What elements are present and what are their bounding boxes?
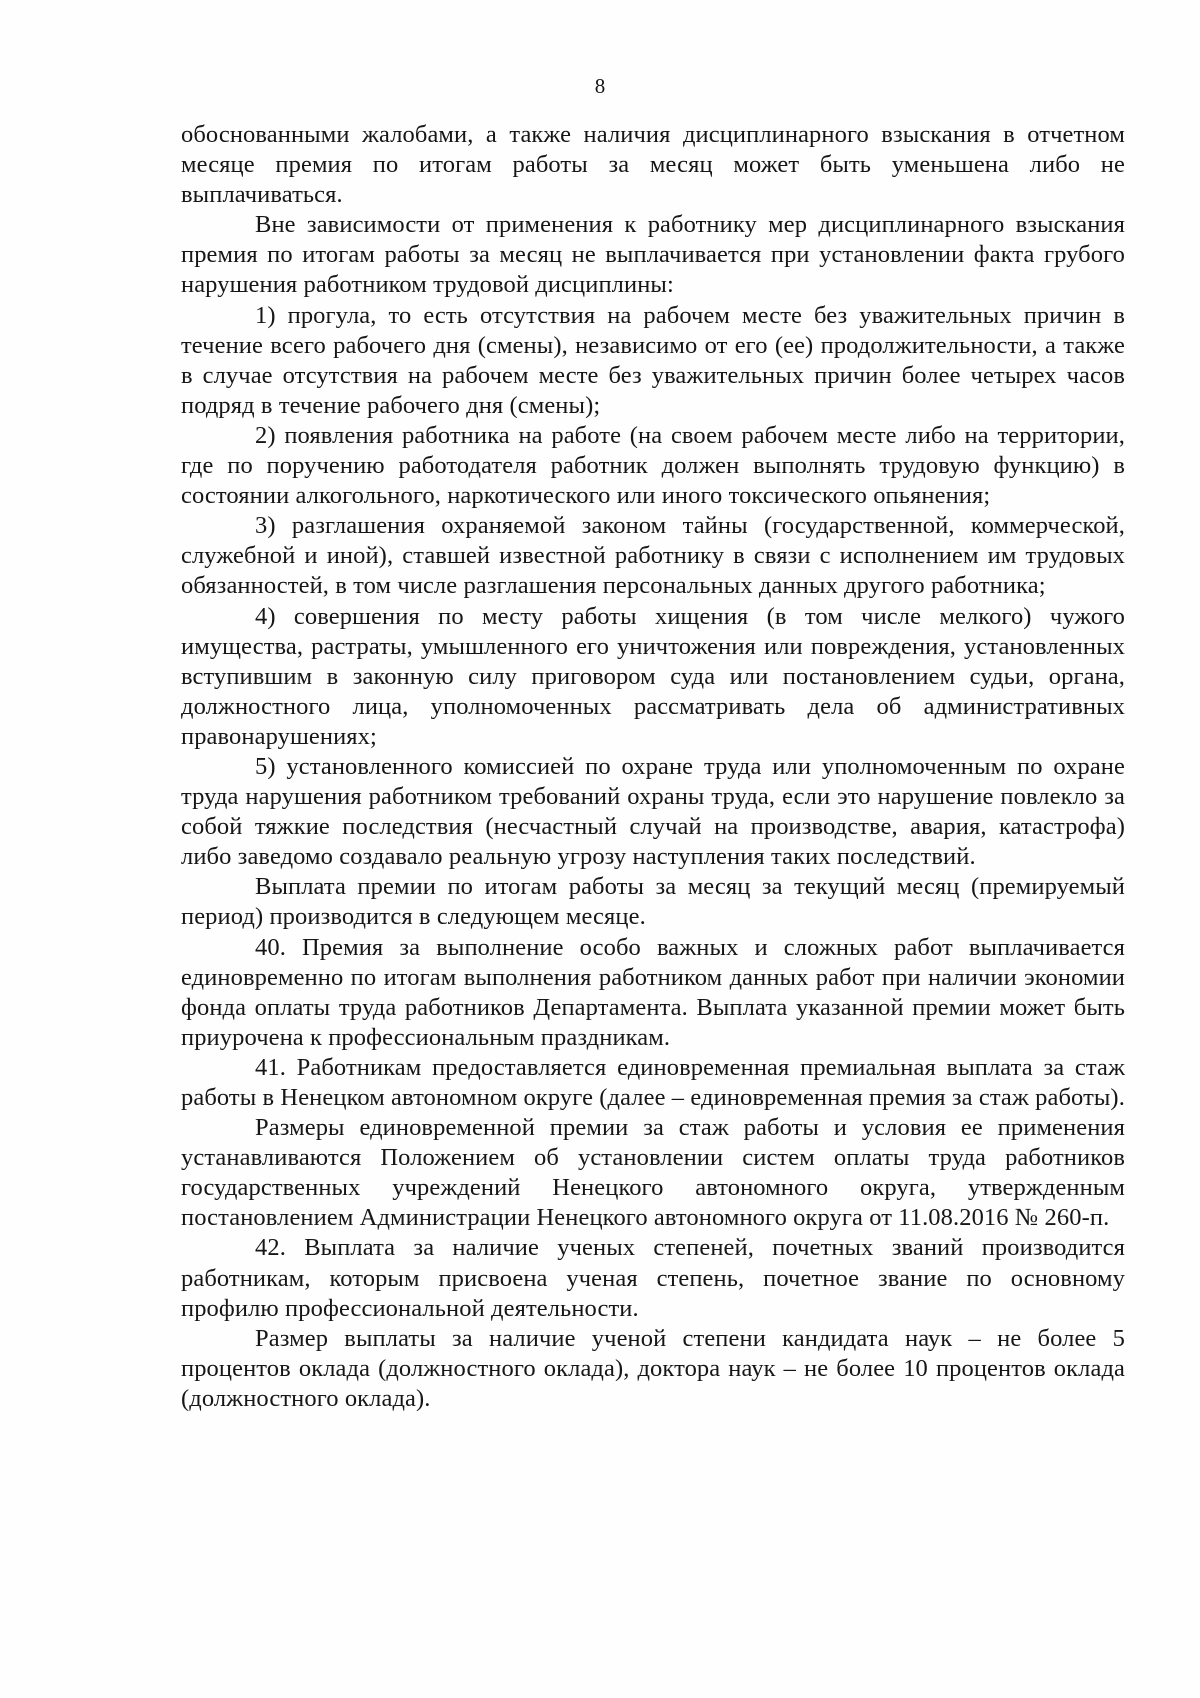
paragraph: 2) появления работника на работе (на своем рабочем месте либо на территории, где по поручению работодателя работник должен выполнять трудовую функцию) в состоянии алкогольного, наркотического или иного токсического опьянения; — [181, 421, 1125, 510]
paragraph: 42. Выплата за наличие ученых степеней, почетных званий производится работникам, которым присвоена ученая степень, почетное звание по основному профилю профессиональной деятельности. — [181, 1234, 1125, 1322]
paragraph: обоснованными жалобами, а также наличия дисциплинарного взыскания в отчетном месяце премия по итогам работы за месяц может быть уменьшена либо не выплачиваться. — [181, 121, 1125, 209]
paragraph: 5) установленного комиссией по охране труда или уполномоченным по охране труда нарушения работником требований охраны труда, если это нарушение повлекло за собой тяжкие последствия (несчастный случай на производстве, авария, катастрофа) либо заведомо создавало реальную угрозу наступления таких последствий. — [181, 752, 1125, 871]
paragraph: 4) совершения по месту работы хищения (в том числе мелкого) чужого имущества, растраты, умышленного его уничтожения или повреждения, установленных вступившим в законную силу приговором суда или постановлением судьи, органа, должностного лица, уполномоченных рассматривать дела об административных правонарушениях; — [181, 602, 1125, 750]
paragraph: 41. Работникам предоставляется единовременная премиальная выплата за стаж работы в Ненецком автономном округе (далее – единовременная премия за стаж работы). — [181, 1053, 1125, 1111]
paragraph: 40. Премия за выполнение особо важных и сложных работ выплачивается единовременно по итогам выполнения работником данных работ при наличии экономии фонда оплаты труда работников Департамента. Выплата указанной премии может быть приурочена к профессиональным праздникам. — [181, 933, 1125, 1051]
paragraph: Выплата премии по итогам работы за месяц за текущий месяц (премируемый период) производится в следующем месяце. — [181, 873, 1125, 931]
paragraph: Размеры единовременной премии за стаж работы и условия ее применения устанавливаются Положением об установлении систем оплаты труда работников государственных учреждений Ненецкого автономного округа, утвержденным постановлением Администрации Ненецкого автономного округа от 11.08.2016 № 260-п. — [181, 1114, 1125, 1232]
page-number: 8 — [594, 74, 606, 98]
paragraph: 1) прогула, то есть отсутствия на рабочем месте без уважительных причин в течение всего рабочего дня (смены), независимо от его (ее) продолжительности, а также в случае отсутствия на рабочем месте без уважительных причин более четырех часов подряд в течение рабочего дня (смены); — [181, 301, 1125, 419]
document-body — [181, 120, 1125, 1414]
paragraph: 3) разглашения охраняемой законом тайны (государственной, коммерческой, служебной и иной), ставшей известной работнику в связи с исполнением им трудовых обязанностей, в том числе разглашения персональных данных другого работника; — [181, 512, 1125, 600]
paragraph: Размер выплаты за наличие ученой степени кандидата наук – не более 5 процентов оклада (должностного оклада), доктора наук – не более 10 процентов оклада (должностного оклада). — [181, 1324, 1125, 1412]
paragraph: Вне зависимости от применения к работнику мер дисциплинарного взыскания премия по итогам работы за месяц не выплачивается при установлении факта грубого нарушения работником трудовой дисциплины: — [181, 211, 1125, 299]
